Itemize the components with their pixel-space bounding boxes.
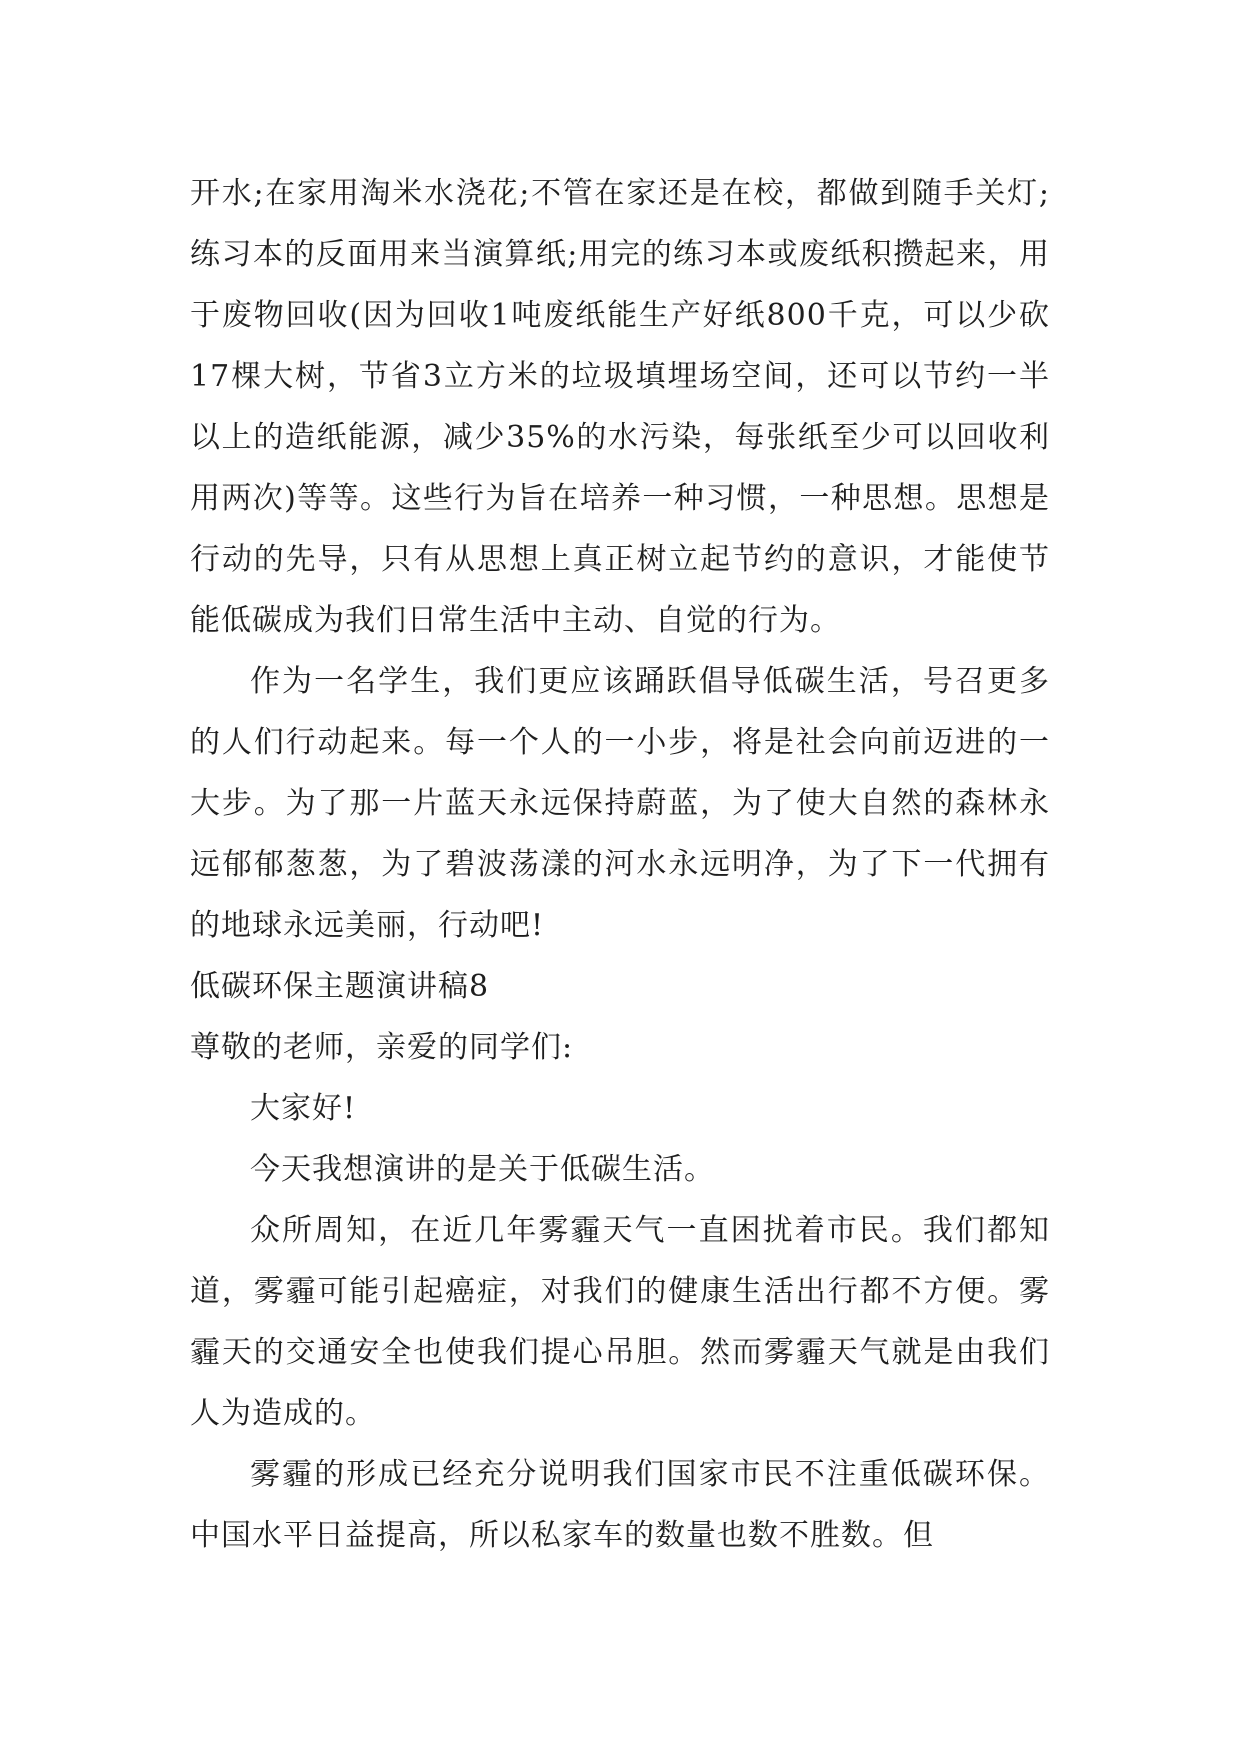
greeting: 大家好! (250, 1091, 357, 1126)
salutation: 尊敬的老师，亲爱的同学们: (190, 1030, 574, 1065)
paragraph-student-call-to-action: 作为一名学生，我们更应该踊跃倡导低碳生活，号召更多的人们行动起来。每一个人的一小步，将是社会向前迈进的一大步。为了那一片蓝天永远保持蔚蓝，为了使大自然的森林永远郁郁葱葱，为了碧波荡漾的河水永远明净，为了下一代拥有的地球永远美丽，行动吧! (190, 664, 1050, 943)
paragraph-smog-impact: 众所周知，在近几年雾霾天气一直困扰着市民。我们都知道，雾霾可能引起癌症，对我们的健康生活出行都不方便。雾霾天的交通安全也使我们提心吊胆。然而雾霾天气就是由我们人为造成的。 (190, 1213, 1050, 1431)
paragraph-topic-intro: 今天我想演讲的是关于低碳生活。 (250, 1152, 715, 1187)
paragraph-energy-saving-habits: 开水;在家用淘米水浇花;不管在家还是在校，都做到随手关灯;练习本的反面用来当演算纸;用完的练习本或废纸积攒起来，用于废物回收(因为回收1吨废纸能生产好纸800千克，可以少砍17棵大树，节省3立方米的垃圾填埋场空间，还可以节约一半以上的造纸能源，减少35%的水污染，每张纸至少可以回收利用两次)等等。这些行为旨在培养一种习惯，一种思想。思想是行动的先导，只有从思想上真正树立起节约的意识，才能使节能低碳成为我们日常生活中主动、自觉的行为。 (190, 176, 1050, 638)
paragraph-smog-cause: 雾霾的形成已经充分说明我们国家市民不注重低碳环保。中国水平日益提高，所以私家车的数量也数不胜数。但 (190, 1457, 1050, 1553)
speech-title: 低碳环保主题演讲稿8 (190, 969, 490, 1004)
document-body (190, 163, 1050, 1566)
